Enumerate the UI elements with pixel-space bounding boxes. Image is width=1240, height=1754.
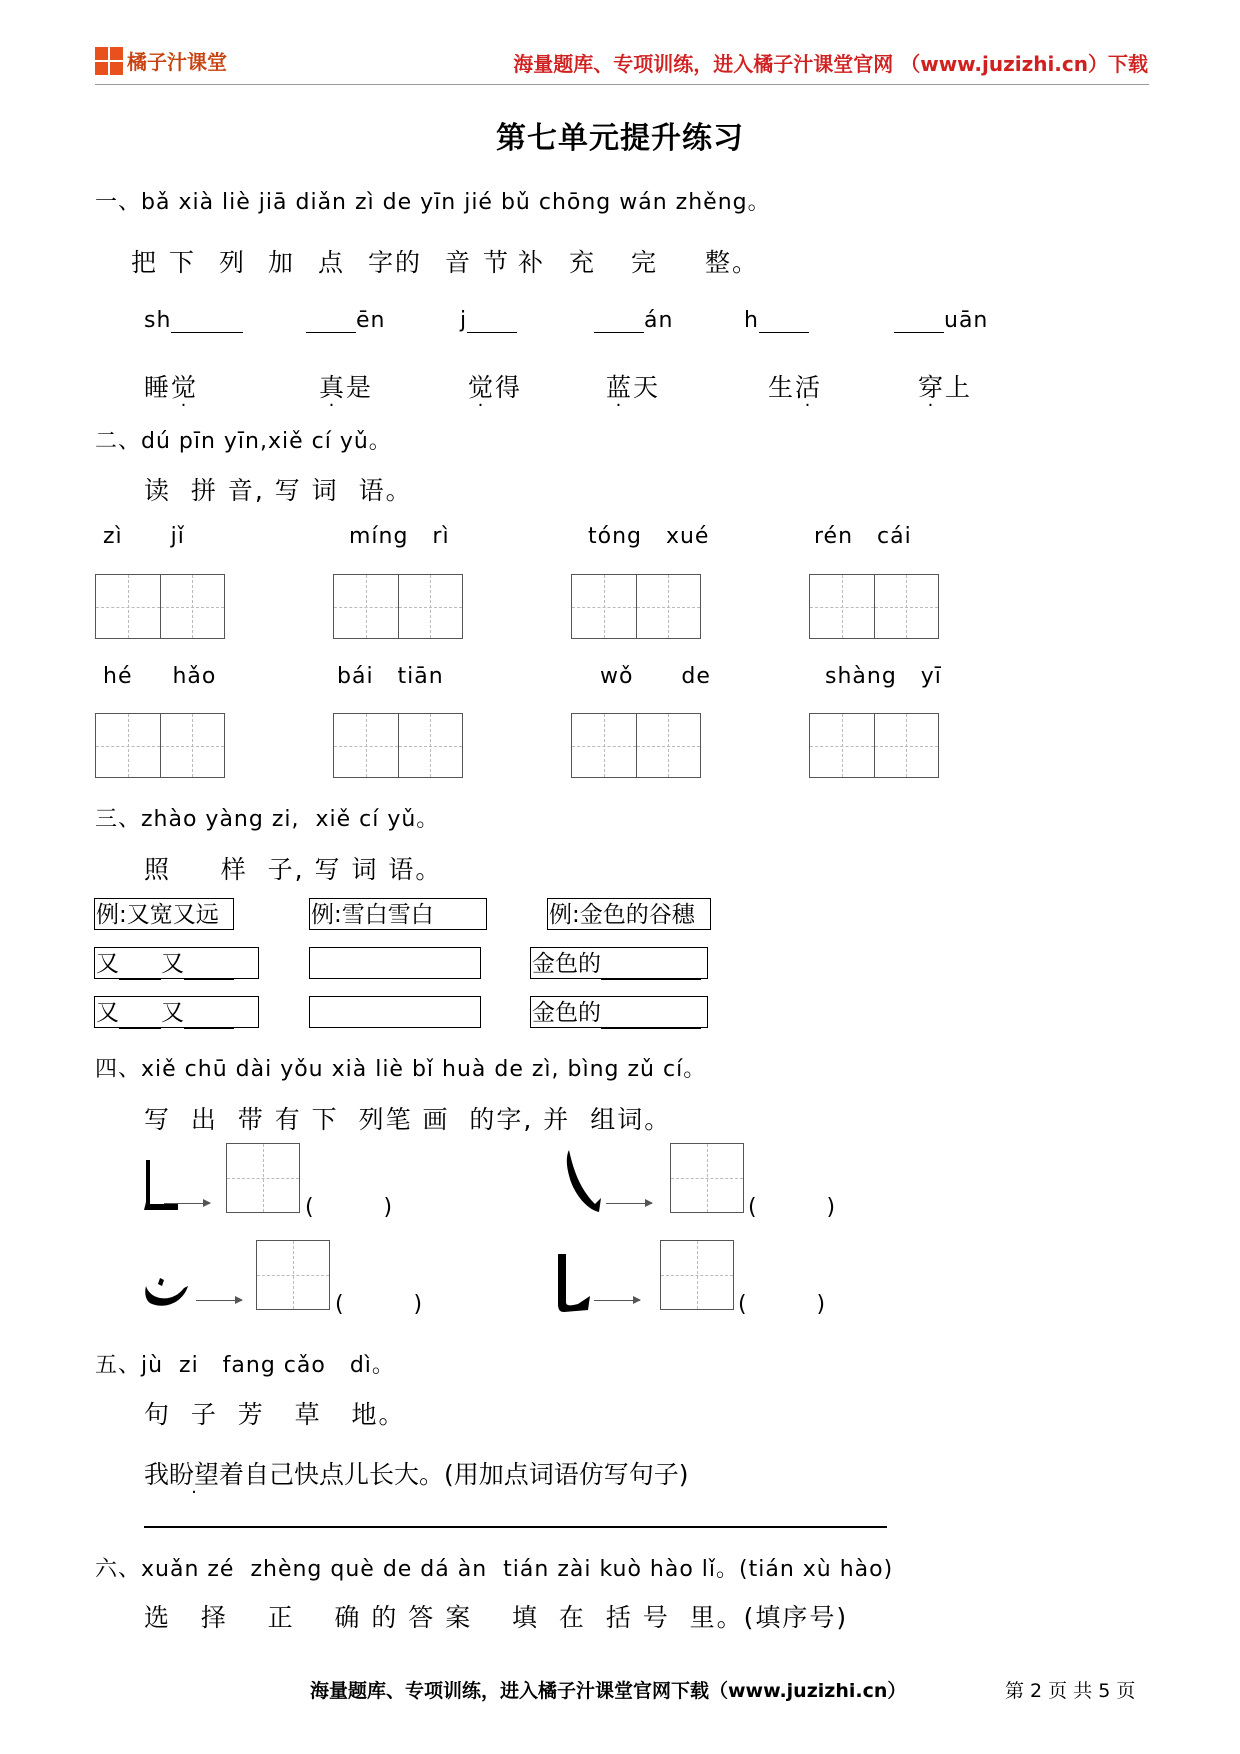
s1-word-4: 蓝天 [606,373,661,402]
s1-pinyin: 一、bǎ xià liè jiā diǎn zì de yīn jié bǔ chōng wán zhěng。 [95,190,771,215]
s5-hanzi: 句 子 芳 草 地。 [144,1400,406,1429]
s2-pinyin-6: bái tiān [337,664,444,689]
s2-pinyin-7: wǒ de [600,664,711,689]
s3-pinyin: 三、zhào yàng zi, xiě cí yǔ。 [95,807,440,832]
arrow-icon [164,1203,210,1204]
s4-hanzi: 写 出 带 有 下 列笔 画 的字, 并 组词。 [144,1105,672,1134]
writing-grid[interactable] [333,574,463,639]
writing-grid[interactable] [809,713,939,778]
s4-pinyin: 四、xiě chū dài yǒu xià liè bǐ huà de zì, bìng zǔ cí。 [95,1057,707,1082]
vertical-curved-hook-stroke-icon [554,1252,594,1316]
writing-grid[interactable] [333,713,463,778]
writing-grid[interactable] [95,574,225,639]
s1-blank-1[interactable]: sh [144,308,243,333]
s2-pinyin-4: rén cái [814,524,912,549]
s5-pinyin: 五、jù zi fang cǎo dì。 [95,1353,395,1378]
s2-pinyin-2: míng rì [349,524,450,549]
arrow-icon [196,1300,242,1301]
s1-blank-4[interactable]: án [594,308,673,333]
s1-blank-3[interactable]: j [460,308,517,333]
example-box-2: 例:雪白雪白 [309,898,487,930]
writing-grid[interactable] [571,574,701,639]
vertical-bend-stroke-icon [140,1158,182,1214]
example-box-1: 例:又宽又远 [94,898,234,930]
header-divider [95,84,1149,85]
answer-paren[interactable]: ( ) [335,1292,423,1317]
answer-box-jinse-1[interactable]: 金色的 [530,947,708,979]
writing-box[interactable] [226,1143,300,1213]
answer-box-jinse-2[interactable]: 金色的 [530,996,708,1028]
arrow-icon [594,1300,640,1301]
brand-logo [95,46,227,75]
answer-box-4[interactable] [309,996,481,1028]
writing-grid[interactable] [95,713,225,778]
s2-pinyin-1: zì jǐ [103,524,185,549]
orange-logo-icon [95,47,123,75]
s2-pinyin-3: tóng xué [588,524,710,549]
s1-blank-6[interactable]: uān [894,308,988,333]
s6-hanzi: 选 择 正 确 的 答 案 填 在 括 号 里。(填序号) [144,1603,849,1632]
answer-paren[interactable]: ( ) [738,1292,826,1317]
s1-word-5: 生活 [768,373,823,402]
s5-sentence: 我盼望着自己快点儿长大。(用加点词语仿写句子) [144,1460,689,1489]
s2-pinyin-5: hé hǎo [103,664,217,689]
s1-word-1: 睡觉 [144,373,199,402]
writing-box[interactable] [256,1240,330,1310]
page-title: 第七单元提升练习 [496,121,744,156]
writing-grid[interactable] [809,574,939,639]
example-box-3: 例:金色的谷穗 [547,898,711,930]
s6-pinyin: 六、xuǎn zé zhèng què de dá àn tián zài kuò hào lǐ。(tián xù hào) [95,1557,894,1582]
lying-hook-stroke-icon [142,1270,190,1310]
s1-word-6: 穿上 [918,373,973,402]
answer-paren[interactable]: ( ) [748,1195,836,1220]
writing-grid[interactable] [571,713,701,778]
s1-word-3: 觉得 [468,373,523,402]
s1-blank-5[interactable]: h [744,308,809,333]
s3-hanzi: 照 样 子, 写 词 语。 [144,855,443,884]
header-slogan[interactable]: 海量题库、专项训练，进入橘子汁课堂官网 （www.juzizhi.cn）下载 [513,52,1148,76]
arrow-icon [606,1203,652,1204]
writing-box[interactable] [660,1240,734,1310]
s1-word-2: 真是 [319,373,374,402]
writing-box[interactable] [670,1143,744,1213]
brand-name: 橘子汁课堂 [127,50,227,74]
s2-pinyin: 二、dú pīn yīn,xiě cí yǔ。 [95,429,392,454]
s2-pinyin-8: shàng yī [825,664,942,689]
answer-box-you-1[interactable]: 又 又 [94,947,259,979]
answer-box-2[interactable] [309,947,481,979]
s1-blank-2[interactable]: ēn [306,308,385,333]
footer-text[interactable]: 海量题库、专项训练，进入橘子汁课堂官网下载（www.juzizhi.cn） [310,1680,907,1702]
s2-hanzi: 读 拼 音, 写 词 语。 [144,476,413,505]
answer-line[interactable] [144,1526,887,1528]
answer-box-you-2[interactable]: 又 又 [94,996,259,1028]
slant-hook-stroke-icon [565,1148,605,1218]
answer-paren[interactable]: ( ) [305,1195,393,1220]
page-number: 第 2 页 共 5 页 [1005,1680,1136,1702]
